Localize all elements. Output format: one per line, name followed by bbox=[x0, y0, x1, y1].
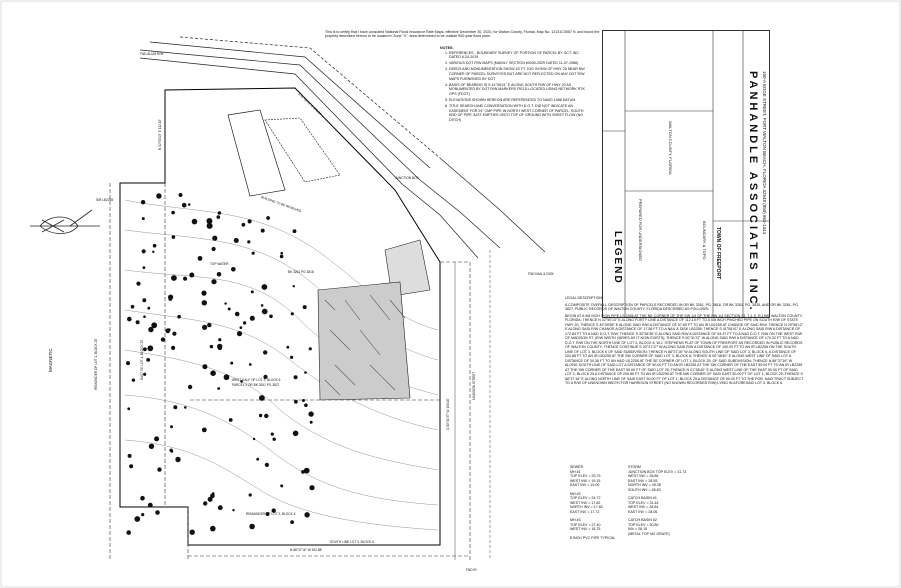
note-item: 6. TITLE SEARCH AND CONVERSATION WITH D.O.T. DID NOT INDICATE AN EASEMENT FOR 24" CMP PIPE IN NORTH WEST CORNER OF PARCEL, SOUTH END OF PIPE JUST EMPTIES ONTO TOP OF GROUND WITH SHEET FLOW (NO DITCH) bbox=[449, 104, 590, 122]
tree-symbol bbox=[231, 267, 236, 272]
storm-line: JUNCTION BOX TOP ELEV = 31.73 bbox=[628, 469, 687, 474]
tree-symbol bbox=[190, 530, 195, 535]
tree-symbol bbox=[129, 464, 133, 468]
tree-symbol bbox=[146, 358, 150, 362]
tree-symbol bbox=[126, 361, 130, 365]
legal-heading: LEGAL DESCRIPTION: bbox=[565, 296, 604, 300]
tree-symbol bbox=[153, 244, 157, 248]
remainder-lot2-label: REMAINDER OF LOT 2, BLOCK 6 bbox=[246, 512, 296, 516]
storm-line: (METAL TOP NO GRATE) bbox=[628, 531, 670, 536]
tree-symbol bbox=[182, 203, 187, 208]
tree-symbol bbox=[136, 282, 140, 286]
sewer-line: WEST INV = 19.15 bbox=[570, 478, 601, 483]
tree-symbol bbox=[156, 193, 161, 198]
tree-symbol bbox=[211, 279, 216, 284]
tree-symbol bbox=[143, 266, 146, 269]
tree-symbol bbox=[148, 503, 153, 508]
storm-line: INV = 28.15 bbox=[628, 527, 648, 531]
tree-symbol bbox=[142, 298, 146, 302]
firm-name: PANHANDLE ASSOCIATES INC. bbox=[747, 71, 759, 313]
n02-label: N 02°50'13" E 112.15' bbox=[158, 119, 162, 150]
sewer-line: EAST INV = 17.72 bbox=[570, 509, 600, 514]
tree-symbol bbox=[304, 371, 307, 374]
sewer-line: TOP ELEV = 24.72 bbox=[570, 496, 601, 500]
tree-symbol bbox=[304, 403, 308, 407]
tree-symbol bbox=[140, 496, 145, 501]
tree-symbol bbox=[293, 431, 299, 437]
storm-line: WEST INV = 28.86 bbox=[628, 474, 659, 478]
storm-heading: STORM bbox=[628, 465, 641, 469]
tree-symbol bbox=[256, 458, 259, 461]
tree-symbol bbox=[259, 395, 265, 401]
legal-para-2: BEGIN AT A 5/8 INCH IRON PIPE LS 2456 AT THE NE CORNER OF THE SW 1/4 OF THE NW 1/4 SECTION 23, T-1-S, R-19W, WALTON COUNTY, FLORIDA; THENCE N 02°50'13" E ALONG FORTY LINE A DISTANCE OF 112.15 FT TO A 5/8 INCH PINCHED PIPE ON SOUTH R/W OF STATE HWY 20; THENCE S 49°09'58" E ALONG SAID R/W A DISTANCE OF 57.65 FT TO AN IR LB2255 AT CHANGE OF SAID R/W; THENCE N 29°58'12" E ALONG SAID R/W CHANGE A DISTANCE OF 17.58 FT TO A NAIL & DISK LB2255; THENCE S 41°08'41" E ALONG SAID R/W A DISTANCE OF 172.84 FT TO A N&D D.O.T. R/W; THENCE S 30°38'36" E ALONG SAID R/W A DISTANCE OF 64.37 FT TO A N&D D.O.T. R/W ON THE WEST R/W OF MADISON ST. (R/W WIDTH VARIES AS IT NOW EXISTS); THENCE S 00°31'37" W ALONG SAID R/W A DISTANCE OF 170.32 FT TO A N&D D.O.T. R/W ON THE NORTH LINE OF LOT 3, BLOCK 6, W.J. STEPHENS PLAT OF TOWN OF FREEPORT AS RECORDED IN PUBLIC RECORDS OF WALTON COUNTY; THENCE CONTINUE S 00°31'37" W ALONG SAID R/W A DISTANCE OF 190.00 FT TO AN IR LB2255 ON THE SOUTH LINE OF LOT 3, BLOCK 6 OF SAID SUBDIVISION; THENCE N 88°37'16" W ALONG SOUTH LINE OF SAID LOT 3, BLOCK 6, A DISTANCE OF 202.88 FT TO AN IR LB2255 AT THE SW CORNER OF SAID LOT 3, BLOCK 6; THENCE N 00°38'40" E ALONG WEST LINE OF SAID LOT A DISTANCE OF 30.38 FT TO AN N&D LB 2255 AT THE SE CORNER OF LOT 1, BLOCK 25, OF SAID SUBDIVISION; THENCE N 88°37'16" W ALONG SOUTH LINE OF SAID LOT A DISTANCE OF 50.00 FT TO AN IR LB2255 AT THE SW CORNER OF THE EAST 50.00 FT TO AN IR LB2255 AT THE SW CORNER OF THE EAST 50.00 FT OF SAID LOT 25; THENCE N 01°38'40" E ALONG WEST LINE OF THE EAST 50.00 FT OF SAID LOT 1, BLOCK 25 A DISTANCE OF 209.89 FT TO AN IR LB2255 AT THE NW CORNER OF SAID EAST 50.00 FT OF LOT 1, BLOCK 25; THENCE S 88°37'16" E ALONG NORTH LINE OF SAID EAST 50.00 FT OF LOT 1, BLOCK 25 A DISTANCE OF 50.00 FT TO THE POB. SAID TRACT SUBJECT TO A R/W OF UNKNOWN WIDTH FOR HARRISON STREET (NO KNOWN RECORDED R/W) LYING IN AFORESAID LOT 3, BLOCK 6. bbox=[565, 313, 804, 385]
tree-symbol bbox=[309, 347, 312, 350]
magnetic-label: MAGNETIC bbox=[48, 348, 53, 372]
storm-table bbox=[628, 465, 686, 536]
sewer-line: NORTH INV = 17.82 bbox=[570, 505, 603, 509]
remainder-lot1-label: REMAINDER OF LOT 1, BLOCK 25 bbox=[94, 338, 98, 390]
tree-symbol bbox=[264, 414, 268, 418]
notes-list bbox=[440, 51, 590, 123]
sewer-line: EAST INV = 19.00 bbox=[570, 483, 600, 487]
east-line-label: EAST 50' LOT 1, BLOCK 25 bbox=[140, 339, 144, 380]
parcel-label: PARCEL 2 OR BK 3261 PG 3827 bbox=[232, 383, 280, 387]
tree-symbol bbox=[286, 346, 289, 349]
tree-symbol bbox=[262, 309, 268, 315]
lot-lines bbox=[110, 183, 470, 560]
survey-type: BOUNDARY & TOPO bbox=[702, 221, 707, 260]
tree-symbol bbox=[131, 305, 135, 309]
tree-symbol bbox=[265, 463, 269, 467]
storm-line: EAST INV = 28.06 bbox=[628, 509, 658, 514]
tree-symbol bbox=[147, 345, 153, 351]
tree-symbol bbox=[212, 247, 216, 251]
tree-symbol bbox=[302, 399, 305, 402]
tree-symbol bbox=[309, 485, 314, 490]
tree-symbol bbox=[147, 307, 150, 310]
fnd-nail-label: FND NAIL & DISK bbox=[528, 272, 554, 276]
tree-symbol bbox=[161, 337, 165, 341]
tree-symbol bbox=[230, 362, 233, 365]
tree-symbol bbox=[308, 411, 313, 416]
storm-line: TOP ELEV = 31.44 bbox=[628, 500, 659, 505]
tree-symbol bbox=[210, 345, 213, 348]
title-block bbox=[602, 30, 770, 318]
bk-ref-label: BK 3261 PG 3818 bbox=[288, 270, 314, 274]
tree-symbol bbox=[294, 400, 298, 404]
tree-symbol bbox=[304, 512, 309, 517]
note-item: 4. BASIS OF BEARING IS S 41°08'41" E ALONG SOUTH R/W OF HWY 20 AS MONUMENTED BY DOT R/W MARKERS FIELD LOCATED USING NETWORK RTK GPS (FDOT) bbox=[449, 83, 590, 97]
tree-symbol bbox=[171, 346, 175, 350]
county-label: WALTON COUNTY, FLORIDA bbox=[668, 121, 673, 175]
sir-label: SIR LB2255 bbox=[96, 198, 114, 202]
tree-symbol bbox=[269, 315, 273, 319]
tree-symbol bbox=[291, 312, 294, 315]
west-half-label: WEST HALF OF LOT 3, BLOCK 6 bbox=[232, 378, 281, 382]
tree-symbol bbox=[234, 238, 239, 243]
tree-symbol bbox=[218, 211, 221, 214]
tree-symbol bbox=[249, 363, 252, 366]
madison-street bbox=[455, 250, 490, 560]
tree-symbol bbox=[141, 513, 144, 516]
tree-symbol bbox=[218, 338, 221, 341]
tree-symbols bbox=[126, 193, 315, 535]
tree-symbol bbox=[243, 321, 246, 324]
tree-symbol bbox=[217, 387, 220, 390]
tree-symbol bbox=[168, 328, 171, 331]
junction-box-label: JUNCTION BOX bbox=[395, 176, 419, 180]
tree-symbol bbox=[127, 317, 132, 322]
tree-symbol bbox=[263, 350, 267, 354]
tree-symbol bbox=[235, 312, 240, 317]
tree-symbol bbox=[212, 236, 217, 241]
tree-symbol bbox=[188, 385, 192, 389]
tree-symbol bbox=[249, 493, 252, 496]
n88-label: N 88°37'16" W 202.88' bbox=[290, 548, 322, 552]
tree-symbol bbox=[154, 436, 159, 441]
south-line-label: SOUTH LINE LOT 3, BLOCK 6 bbox=[330, 540, 375, 544]
tree-symbol bbox=[203, 501, 207, 505]
firm-address: 150-A EDGE STREET, FORT WALTON BEACH, FLORIDA 32548 (850) 862-1344 bbox=[762, 71, 767, 235]
tree-symbol bbox=[202, 325, 207, 330]
tree-symbol bbox=[242, 223, 246, 227]
tree-symbol bbox=[127, 407, 130, 410]
tree-symbol bbox=[188, 203, 191, 206]
tree-symbol bbox=[290, 356, 293, 359]
tree-symbol bbox=[259, 414, 262, 417]
tree-symbol bbox=[202, 300, 207, 305]
tree-symbol bbox=[271, 433, 274, 436]
sewer-line: TOP ELEV = 27.40 bbox=[570, 522, 601, 527]
sewer-line: MH #2 bbox=[570, 491, 581, 496]
tree-symbol bbox=[224, 302, 226, 304]
tree-symbol bbox=[149, 444, 154, 449]
tree-symbol bbox=[218, 346, 222, 350]
client-name: TOWN OF FREEPORT bbox=[715, 227, 721, 280]
tree-symbol bbox=[217, 215, 221, 219]
tree-symbol bbox=[207, 323, 211, 327]
note-item: 3. DEEDS AND MONUMENTATION SHOW 15' FT JOG IN R/W OF HWY 20 NEAR NW CORNER OF PARCEL SURVEYED BUT ARE NOT REFLECTED ON ANY DOT R/W MAPS FURNISHED BY DOT bbox=[449, 67, 590, 81]
tree-symbol bbox=[280, 484, 283, 487]
tree-symbol bbox=[208, 497, 213, 502]
note-item: 5. ELEVATIONS SHOWN HEREON ARE REFERENCED TO NAVD 1988 DATUM bbox=[449, 98, 590, 103]
tree-symbol bbox=[240, 326, 243, 329]
top-water-label: TOP WATER bbox=[210, 262, 229, 266]
tree-symbol bbox=[304, 468, 310, 474]
tree-symbol bbox=[168, 297, 172, 301]
tree-symbol bbox=[212, 492, 215, 495]
tree-symbol bbox=[290, 520, 294, 524]
sewer-line: WEST INV = 17.82 bbox=[570, 500, 601, 505]
tree-symbol bbox=[217, 272, 222, 277]
north-arrow bbox=[30, 210, 100, 234]
legal-para-1: A COMPOSITE OVERALL DESCRIPTION OF PARCELS RECORDED IN OR BK 3261, PG. 3818, OR BK 3261, PG. 3835, AND OR BK 3261, PG. 3827, PUBLIC RECORDS OF WALTON COUNTY, FLORIDA DESCRIBED AS FOLLOWS: bbox=[565, 302, 799, 311]
sewer-table bbox=[570, 465, 615, 540]
tree-symbol bbox=[273, 438, 276, 441]
note-item: 2. VARIOUS DOT R/W MAPS (MAINLY SECTION 60030-2529 DATED 11-07-1986) bbox=[449, 61, 590, 66]
tree-symbol bbox=[134, 516, 140, 522]
tree-symbol bbox=[206, 218, 212, 224]
tree-symbol bbox=[261, 304, 264, 307]
tree-symbol bbox=[155, 510, 160, 515]
tree-symbol bbox=[237, 331, 242, 336]
tree-symbol bbox=[202, 364, 207, 369]
tree-symbol bbox=[201, 291, 206, 296]
tree-symbol bbox=[210, 526, 216, 532]
tree-symbol bbox=[173, 405, 177, 409]
tree-symbol bbox=[232, 509, 234, 511]
tree-symbol bbox=[169, 449, 172, 452]
note-item: 1. REFERENCES - BOUNDARY SURVEY OF PORTION OF PARCEL BY GCT, INC DATED 6-20-2019 bbox=[449, 51, 590, 60]
tree-symbol bbox=[293, 285, 295, 287]
sewer-line: WEST INV = 18.75 bbox=[570, 527, 601, 531]
flood-statement: This is to certify that I have consulted National Flood Insurance Rate Maps, effective December 30, 2020, for Walton County, Florida, Map No. 12131C0557 H, and found the property described hereon to be located in Zone "X", area determined to be outside 500-year flood plain. bbox=[325, 30, 600, 39]
tree-symbol bbox=[128, 454, 132, 458]
tree-symbol bbox=[177, 315, 181, 319]
sewer-heading: SEWER bbox=[570, 465, 584, 469]
tree-symbol bbox=[171, 275, 177, 281]
storm-line: CATCH BASIN #2 bbox=[628, 518, 657, 522]
tree-symbol bbox=[170, 425, 173, 428]
tree-symbol bbox=[126, 530, 131, 535]
tree-symbol bbox=[229, 418, 233, 422]
tree-symbol bbox=[198, 256, 203, 261]
tree-symbol bbox=[189, 273, 194, 278]
building-label: BUILDING TO BE REMOVED bbox=[260, 195, 302, 214]
notes-block bbox=[440, 46, 590, 124]
gravel-area bbox=[318, 282, 410, 400]
sewer-line: MH #1 bbox=[570, 469, 581, 474]
storm-line: WEST INV = 28.84 bbox=[628, 505, 659, 509]
sewer-pipe-note: 8 INCH PVC PIPE TYPICAL bbox=[570, 535, 616, 540]
tree-symbol bbox=[266, 216, 270, 220]
tree-symbol bbox=[251, 290, 254, 293]
tree-symbol bbox=[142, 217, 145, 220]
tree-symbol bbox=[228, 308, 231, 311]
legend-title: LEGEND bbox=[612, 231, 623, 285]
tree-symbol bbox=[136, 320, 140, 324]
tree-symbol bbox=[262, 284, 268, 290]
tree-symbol bbox=[152, 251, 154, 253]
tree-symbol bbox=[303, 305, 307, 309]
tree-symbol bbox=[192, 219, 198, 225]
fnd-ir-label: FND IR bbox=[466, 568, 477, 572]
tree-symbol bbox=[247, 240, 250, 243]
tree-symbol bbox=[175, 457, 180, 462]
tree-symbol bbox=[250, 316, 255, 321]
tree-symbol bbox=[261, 229, 265, 233]
sewer-line: TOP ELEV = 25.75 bbox=[570, 474, 601, 478]
hwy-bearing-label: S 41°08'41" E 172.84' bbox=[297, 92, 323, 117]
fnd-alum-label: FND ALUM R/W bbox=[140, 52, 164, 56]
tree-symbol bbox=[202, 428, 207, 433]
tree-symbol bbox=[184, 406, 187, 409]
notes-heading: NOTES: bbox=[440, 46, 454, 50]
tree-symbol bbox=[294, 375, 298, 379]
tree-symbol bbox=[142, 249, 146, 253]
madison-label: MADISON STREET bbox=[472, 371, 476, 400]
storm-line: TOP ELEV = 30.80 bbox=[628, 522, 659, 527]
tree-symbol bbox=[171, 211, 175, 215]
tree-symbol bbox=[224, 374, 230, 380]
sewer-line: MH #3 bbox=[570, 518, 581, 522]
tree-symbol bbox=[151, 322, 157, 328]
tree-symbol bbox=[183, 277, 187, 281]
storm-line: EAST INV = 28.55 bbox=[628, 478, 658, 483]
tree-symbol bbox=[132, 379, 135, 382]
title-block-grid bbox=[603, 31, 769, 317]
tree-symbol bbox=[280, 255, 284, 259]
s00-label: S 00°31'37" W 190.00' bbox=[446, 398, 450, 430]
tree-symbol bbox=[179, 193, 183, 197]
tree-symbol bbox=[210, 370, 216, 376]
tree-symbol bbox=[280, 252, 283, 255]
tree-symbol bbox=[157, 467, 161, 471]
tree-symbol bbox=[141, 200, 145, 204]
tree-symbol bbox=[172, 235, 176, 239]
storm-line: NORTH INV = 28.38 bbox=[628, 483, 661, 487]
storm-line: CATCH BASIN #1 bbox=[628, 496, 657, 500]
tree-symbol bbox=[310, 421, 313, 424]
tree-symbol bbox=[248, 219, 252, 223]
tree-symbol bbox=[253, 438, 255, 440]
building-to-be-removed bbox=[228, 110, 430, 296]
tree-symbol bbox=[218, 505, 223, 510]
tree-symbol bbox=[252, 252, 255, 255]
prepared-for: PREPARED FOR UNDERSIGNED bbox=[638, 199, 643, 261]
tree-symbol bbox=[172, 332, 176, 336]
tree-symbol bbox=[143, 315, 146, 318]
storm-line: SOUTH INV = 28.83 bbox=[628, 487, 661, 492]
tree-symbol bbox=[249, 524, 255, 530]
tree-symbol bbox=[293, 229, 297, 233]
